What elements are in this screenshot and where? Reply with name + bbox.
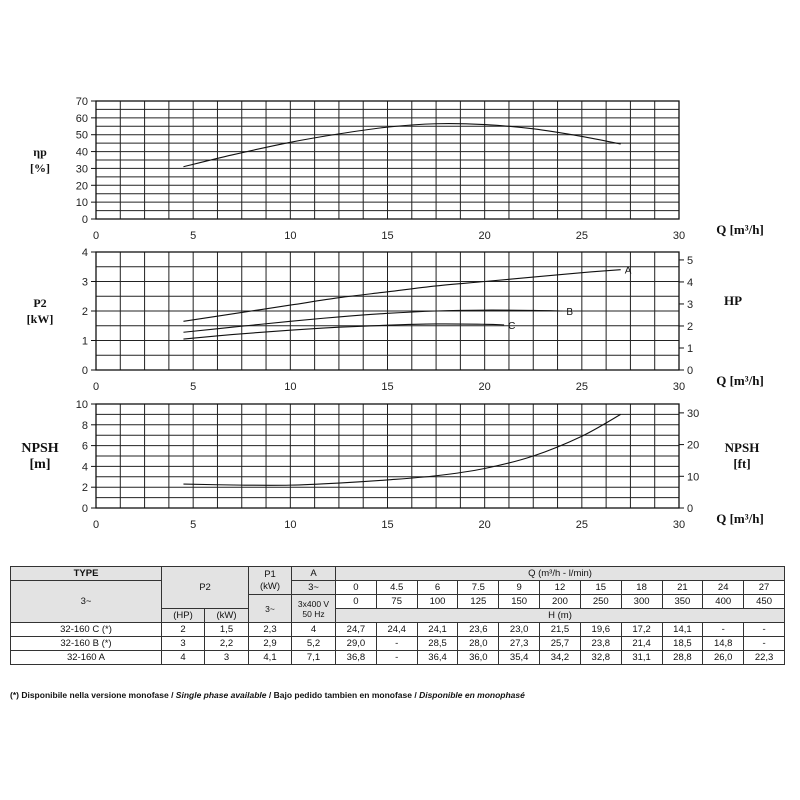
h-cell: - (703, 623, 744, 637)
h-cell: 24,7 (336, 623, 377, 637)
y-tick-label: 10 (75, 399, 88, 411)
x-tick-label: 0 (92, 381, 100, 393)
q-lmin-cell: 300 (621, 595, 662, 609)
h-cell: 34,2 (540, 651, 581, 665)
h-cell: 18,5 (662, 637, 703, 651)
p1-cell: 2,9 (249, 637, 292, 651)
h-cell: 22,3 (744, 651, 785, 665)
q-header: Q (m³/h - l/min) (336, 567, 785, 581)
y-axis-label-line-2: [m] (29, 457, 51, 472)
y-tick-label: 60 (75, 112, 88, 125)
y2-tick-label: 5 (687, 254, 694, 267)
h-cell: 23,6 (458, 623, 499, 637)
q-lmin-cell: 350 (662, 595, 703, 609)
y-tick-label: 30 (75, 163, 88, 176)
series-label-c: C (508, 320, 516, 332)
q-m3h-cell: 15 (580, 581, 621, 595)
x-axis-label: Q [m³/h] (716, 222, 764, 237)
p1-phase-cell: 3~ (249, 595, 292, 623)
q-lmin-cell: 250 (580, 595, 621, 609)
hp-cell: 4 (162, 651, 205, 665)
y2-tick-label: 4 (687, 276, 694, 289)
kw-cell: 3 (205, 651, 249, 665)
y-tick-label: 70 (75, 96, 88, 108)
x-tick-label: 20 (478, 230, 491, 242)
y-tick-label: 50 (75, 129, 88, 142)
q-lmin-cell: 100 (417, 595, 458, 609)
kw-cell: 2,2 (205, 637, 249, 651)
p1-unit: (kW) (259, 580, 281, 592)
x-axis-label: Q [m³/h] (716, 373, 764, 388)
x-tick-label: 15 (381, 230, 394, 242)
q-lmin-cell: 125 (458, 595, 499, 609)
chart-panel-2 (27, 247, 764, 393)
type-cell: 32-160 A (11, 651, 162, 665)
footnote-part-3: / Bajo pedido tambien en monofase / (266, 690, 420, 700)
y-tick-label: 0 (81, 214, 88, 226)
q-m3h-cell: 6 (417, 581, 458, 595)
kw-unit-cell: (kW) (205, 609, 249, 623)
x-tick-label: 10 (284, 230, 297, 242)
h-cell: 26,0 (703, 651, 744, 665)
kw-cell: 1,5 (205, 623, 249, 637)
q-lmin-cell: 200 (540, 595, 581, 609)
h-cell: 28,0 (458, 637, 499, 651)
x-tick-label: 10 (284, 381, 297, 393)
x-tick-label: 15 (381, 519, 394, 531)
hp-cell: 2 (162, 623, 205, 637)
x-tick-label: 30 (672, 230, 686, 242)
x-tick-label: 30 (672, 381, 686, 393)
h-cell: 31,1 (621, 651, 662, 665)
y-tick-label: 10 (75, 197, 88, 210)
chart-panel-3 (21, 399, 763, 531)
x-tick-label: 30 (672, 519, 686, 531)
a-phase-cell: 3~ (292, 581, 336, 595)
h-cell: 21,4 (621, 637, 662, 651)
q-m3h-cell: 4.5 (376, 581, 417, 595)
type-cell: 32-160 B (*) (11, 637, 162, 651)
hp-cell: 3 (162, 637, 205, 651)
y-axis-label-line-1: P2 (33, 296, 47, 310)
table-row (11, 623, 785, 637)
x-tick-label: 25 (575, 230, 588, 242)
h-cell: 21,5 (540, 623, 581, 637)
y-tick-label: 40 (75, 146, 88, 159)
h-cell: 24,1 (417, 623, 458, 637)
q-m3h-cell: 18 (621, 581, 662, 595)
y-tick-label: 2 (81, 482, 88, 495)
x-tick-label: 5 (190, 519, 197, 531)
h-cell: 27,3 (499, 637, 540, 651)
y2-tick-label: 3 (687, 298, 694, 311)
y-axis-label-line-1: ηp (33, 145, 47, 159)
q-m3h-cell: 7.5 (458, 581, 499, 595)
x-tick-label: 5 (190, 381, 197, 393)
q-m3h-cell: 9 (499, 581, 540, 595)
x-tick-label: 0 (92, 519, 100, 531)
h-cell: 14,8 (703, 637, 744, 651)
y2-tick-label: 0 (687, 503, 694, 515)
h-cell: 25,7 (540, 637, 581, 651)
y-tick-label: 0 (81, 365, 88, 377)
q-m3h-cell: 12 (540, 581, 581, 595)
y2-axis-label: HP (723, 293, 743, 308)
y-axis-label-line-2: [kW] (26, 312, 54, 326)
y-tick-label: 3 (81, 276, 88, 289)
table-row (11, 637, 785, 651)
a-cell: 7,1 (292, 651, 336, 665)
series-label-b: B (566, 307, 574, 318)
h-cell: 19,6 (580, 623, 621, 637)
h-header: H (m) (336, 609, 785, 623)
h-cell: 17,2 (621, 623, 662, 637)
voltage-line-1: 3x400 V (297, 598, 330, 609)
q-lmin-cell: 400 (703, 595, 744, 609)
h-cell: - (376, 637, 417, 651)
h-cell: 24,4 (376, 623, 417, 637)
a-cell: 4 (292, 623, 336, 637)
y2-tick-label: 20 (687, 439, 700, 452)
p1-cell: 2,3 (249, 623, 292, 637)
h-cell: - (744, 637, 785, 651)
q-m3h-cell: 24 (703, 581, 744, 595)
h-cell: 32,8 (580, 651, 621, 665)
x-tick-label: 20 (478, 381, 491, 393)
y-tick-label: 0 (81, 503, 88, 515)
footnote-part-2: Single phase available (175, 690, 267, 700)
h-cell: 36,0 (458, 651, 499, 665)
y2-tick-label: 0 (687, 365, 694, 377)
h-cell: - (744, 623, 785, 637)
y2-axis-label-line-2: [ft] (733, 456, 751, 471)
h-cell: 23,0 (499, 623, 540, 637)
a-header: A (292, 567, 336, 581)
q-m3h-cell: 0 (336, 581, 377, 595)
x-tick-label: 0 (92, 230, 100, 242)
h-cell: - (376, 651, 417, 665)
p1-cell: 4,1 (249, 651, 292, 665)
footnote-part-1: (*) Disponibile nella versione monofase / (10, 690, 176, 700)
footnote-part-4: Disponible en monophasé (419, 690, 525, 700)
y2-tick-label: 2 (687, 320, 694, 333)
y-tick-label: 1 (81, 335, 88, 348)
y-tick-label: 8 (81, 419, 88, 432)
h-cell: 23,8 (580, 637, 621, 651)
h-cell: 36,8 (336, 651, 377, 665)
hp-unit-cell: (HP) (162, 609, 205, 623)
x-tick-label: 20 (478, 519, 491, 531)
y-tick-label: 2 (81, 306, 88, 318)
y2-tick-label: 1 (687, 342, 694, 355)
y2-tick-label: 10 (687, 471, 700, 484)
q-lmin-cell: 0 (336, 595, 377, 609)
h-cell: 35,4 (499, 651, 540, 665)
performance-table (10, 566, 785, 665)
x-tick-label: 25 (575, 519, 588, 531)
y2-tick-label: 30 (687, 407, 700, 420)
x-axis-label: Q [m³/h] (716, 511, 764, 526)
h-cell: 14,1 (662, 623, 703, 637)
y-tick-label: 4 (81, 461, 88, 474)
q-m3h-cell: 21 (662, 581, 703, 595)
table-row (11, 651, 785, 665)
chart-panel-1 (30, 96, 764, 242)
x-tick-label: 5 (190, 230, 197, 242)
q-lmin-cell: 450 (744, 595, 785, 609)
series-label-a: A (624, 265, 632, 277)
type-cell: 32-160 C (*) (11, 623, 162, 637)
series-line-a (183, 270, 620, 322)
phase-cell: 3~ (11, 581, 162, 623)
series-line-b (183, 310, 562, 332)
h-cell: 28,5 (417, 637, 458, 651)
h-cell: 29,0 (336, 637, 377, 651)
y-axis-label-line-1: NPSH (21, 441, 59, 456)
footnote (10, 690, 525, 700)
p2-header: P2 (162, 567, 249, 609)
y-tick-label: 20 (75, 180, 88, 193)
q-m3h-cell: 27 (744, 581, 785, 595)
p1-header (249, 567, 292, 595)
h-cell: 36,4 (417, 651, 458, 665)
p1-label: P1 (264, 568, 276, 580)
y2-axis-label-line-1: NPSH (724, 440, 760, 455)
type-header: TYPE (11, 567, 162, 581)
voltage-cell (292, 595, 336, 623)
x-tick-label: 10 (284, 519, 297, 531)
q-lmin-cell: 75 (376, 595, 417, 609)
y-tick-label: 6 (81, 440, 88, 453)
h-cell: 28,8 (662, 651, 703, 665)
y-tick-label: 4 (81, 247, 88, 259)
a-cell: 5,2 (292, 637, 336, 651)
x-tick-label: 25 (575, 381, 588, 393)
voltage-line-2: 50 Hz (302, 608, 325, 619)
y-axis-label-line-2: [%] (30, 161, 50, 175)
q-lmin-cell: 150 (499, 595, 540, 609)
x-tick-label: 15 (381, 381, 394, 393)
